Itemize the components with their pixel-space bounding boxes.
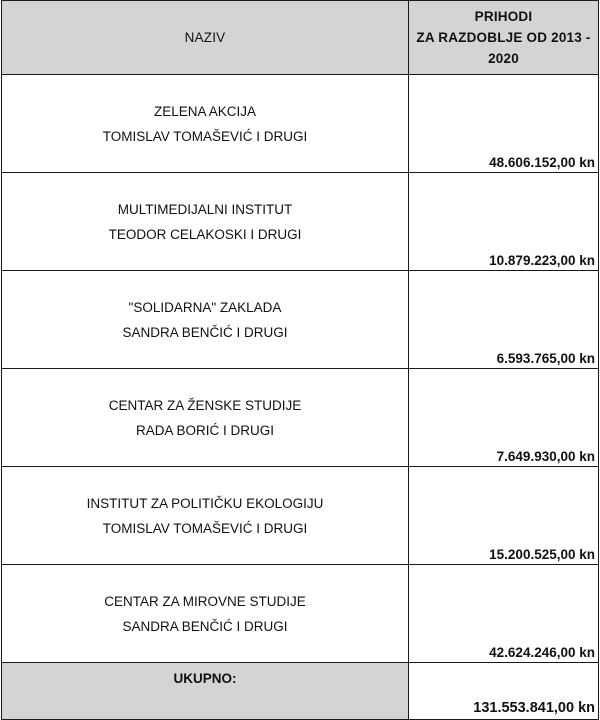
organization-cell (2, 467, 409, 565)
organization-people: TOMISLAV TOMAŠEVIĆ I DRUGI (102, 128, 308, 144)
organization-cell (2, 75, 409, 173)
column-header-name: NAZIV (2, 1, 409, 75)
table-row (2, 75, 599, 173)
table-row (2, 271, 599, 369)
table-row (2, 173, 599, 271)
organization-name: CENTAR ZA ŽENSKE STUDIJE (108, 397, 302, 413)
organization-name: "SOLIDARNA" ZAKLADA (128, 299, 282, 315)
table-row (2, 565, 599, 663)
column-header-revenue-line2: ZA RAZDOBLJE OD 2013 - (416, 30, 591, 45)
total-value: 131.553.841,00 kn (409, 663, 599, 720)
organization-cell (2, 173, 409, 271)
column-header-revenue-line3: 2020 (488, 51, 519, 66)
revenue-value: 42.624.246,00 kn (409, 565, 599, 663)
organization-cell (2, 565, 409, 663)
revenue-value: 6.593.765,00 kn (409, 271, 599, 369)
revenue-value: 7.649.930,00 kn (409, 369, 599, 467)
organization-name: ZELENA AKCIJA (153, 103, 257, 119)
revenue-value: 10.879.223,00 kn (409, 173, 599, 271)
table-row (2, 467, 599, 565)
revenue-value: 48.606.152,00 kn (409, 75, 599, 173)
organization-name: INSTITUT ZA POLITIČKU EKOLOGIJU (86, 495, 324, 511)
revenue-table (1, 0, 599, 720)
organization-people: SANDRA BENČIĆ I DRUGI (122, 618, 288, 634)
table-row (2, 369, 599, 467)
organization-people: RADA BORIĆ I DRUGI (135, 422, 275, 438)
organization-people: TEODOR CELAKOSKI I DRUGI (108, 226, 302, 242)
organization-cell (2, 369, 409, 467)
total-row (2, 663, 599, 720)
table-header-row (2, 1, 599, 75)
organization-cell (2, 271, 409, 369)
organization-people: TOMISLAV TOMAŠEVIĆ I DRUGI (102, 520, 308, 536)
column-header-revenue (409, 1, 599, 75)
revenue-value: 15.200.525,00 kn (409, 467, 599, 565)
column-header-revenue-line1: PRIHODI (474, 9, 533, 24)
organization-people: SANDRA BENČIĆ I DRUGI (122, 324, 288, 340)
organization-name: CENTAR ZA MIROVNE STUDIJE (104, 593, 306, 609)
total-label: UKUPNO: (2, 663, 409, 720)
organization-name: MULTIMEDIJALNI INSTITUT (117, 201, 293, 217)
